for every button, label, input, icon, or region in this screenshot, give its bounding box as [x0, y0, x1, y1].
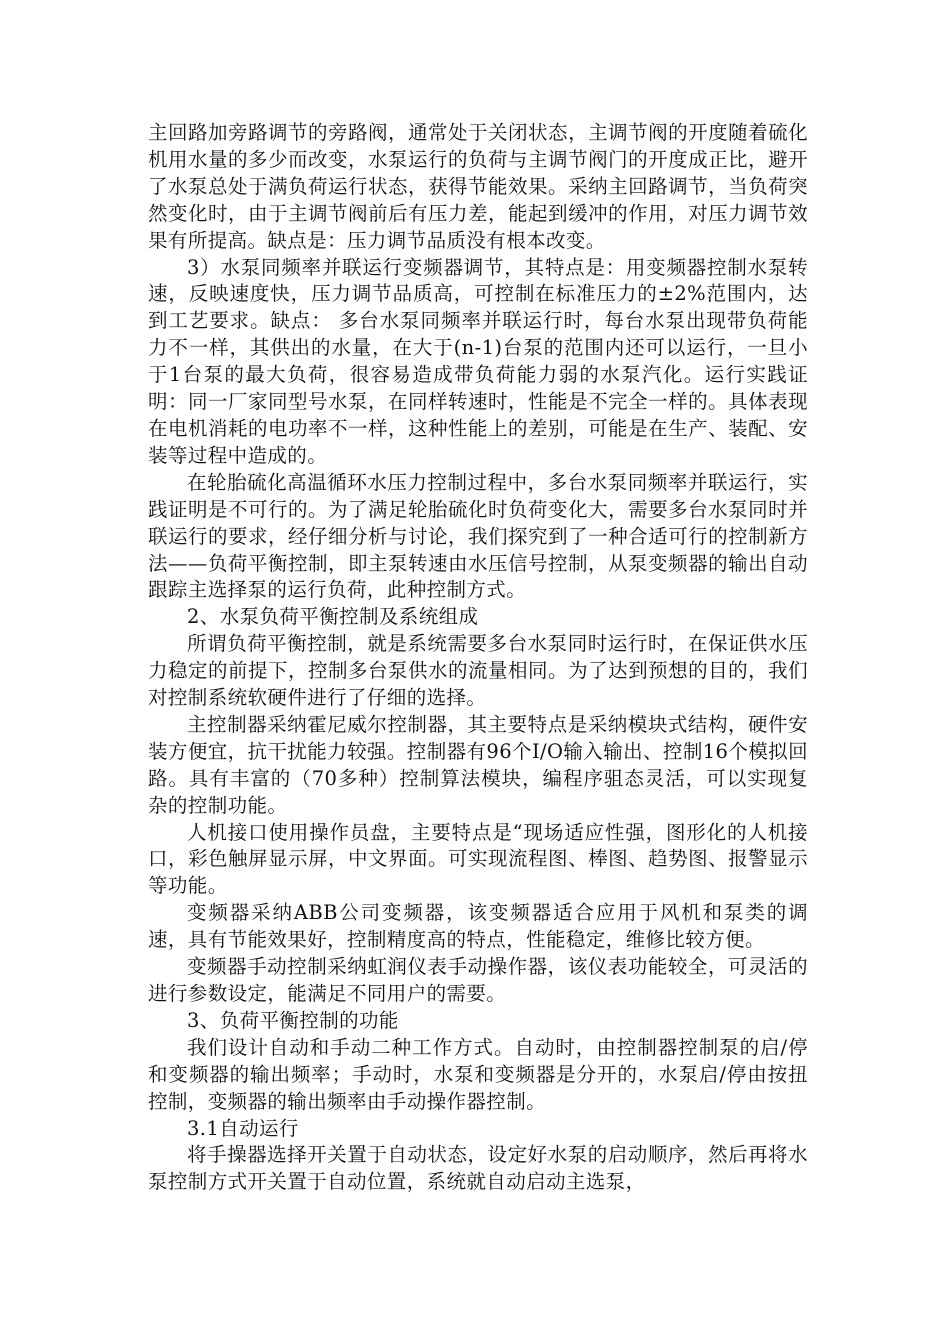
body-text: [148, 120, 808, 1196]
section-heading-load-balance: 2、水泵负荷平衡控制及系统组成: [187, 605, 479, 629]
paragraph-load-balance-definition: 所谓负荷平衡控制，就是系统需要多台水泵同时运行时，在保证供水压力稳定的前提下，控制多台泵供水的流量相同。为了达到预想的目的，我们对控制系统软硬件进行了仔细的选择。: [148, 632, 808, 710]
section-heading-auto-run: 3.1自动运行: [187, 1116, 299, 1140]
paragraph-tire-vulcanization: 在轮胎硫化高温循环水压力控制过程中，多台水泵同频率并联运行，实践证明是不可行的。为了满足轮胎硫化时负荷变化大，需要多台水泵同时并联运行的要求，经仔细分析与讨论，我们探究到了一种合适可行的控制新方法——负荷平衡控制，即主泵转速由水压信号控制，从泵变频器的输出自动跟踪主选择泵的运行负荷，此种控制方式。: [148, 470, 808, 602]
section-heading-functions: 3、负荷平衡控制的功能: [187, 1008, 399, 1032]
paragraph-inverter: 变频器采纳ABB公司变频器，该变频器适合应用于风机和泵类的调速，具有节能效果好，控制精度高的特点，性能稳定，维修比较方便。: [148, 901, 808, 952]
paragraph-main-controller: 主控制器采纳霍尼威尔控制器，其主要特点是采纳模块式结构，硬件安装方便宜，抗干扰能力较强。控制器有96个I/O输入输出、控制16个模拟回路。具有丰富的（70多种）控制算法模块，编程序驵态灵活，可以实现复杂的控制功能。: [148, 712, 808, 817]
paragraph-hmi: 人机接口使用操作员盘，主要特点是“现场适应性强，图形化的人机接口，彩色触屏显示屏，中文界面。可实现流程图、棒图、趋势图、报警显示等功能。: [148, 820, 808, 898]
paragraph-variable-frequency: 3）水泵同频率并联运行变频器调节，其特点是：用变频器控制水泵转速，反映速度快，压力调节品质高，可控制在标准压力的±2%范围内，达到工艺要求。缺点： 多台水泵同频率并联运行时，每台水泵出现带负荷能力不一样，其供出的水量，在大于(n-1)台泵的范围内还可以运行，一旦小于1台泵的最大负荷，很容易造成带负荷能力弱的水泵汽化。运行实践证明：同一厂家同型号水泵，在同样转速时，性能是不完全一样的。具体表现在电机消耗的电功率不一样，这种性能上的差别，可能是在生产、装配、安装等过程中造成的。: [148, 255, 808, 467]
paragraph-work-modes: 我们设计自动和手动二种工作方式。自动时，由控制器控制泵的启/停和变频器的输出频率；手动时，水泵和变频器是分开的，水泵启/停由按扭控制，变频器的输出频率由手动操作器控制。: [148, 1035, 808, 1113]
paragraph-auto-run: 将手操器选择开关置于自动状态，设定好水泵的启动顺序，然后再将水泵控制方式开关置于自动位置，系统就自动启动主选泵，: [148, 1143, 808, 1194]
paragraph-manual-operator: 变频器手动控制采纳虹润仪表手动操作器，该仪表功能较全，可灵活的进行参数设定，能满足不同用户的需要。: [148, 955, 808, 1005]
paragraph-bypass-valve: 主回路加旁路调节的旁路阀，通常处于关闭状态，主调节阀的开度随着硫化机用水量的多少而改变，水泵运行的负荷与主调节阀门的开度成正比，避开了水泵总处于满负荷运行状态，获得节能效果。采纳主回路调节，当负荷突然变化时，由于主调节阀前后有压力差，能起到缓冲的作用，对压力调节效果有所提高。缺点是：压力调节品质没有根本改变。: [148, 121, 808, 252]
